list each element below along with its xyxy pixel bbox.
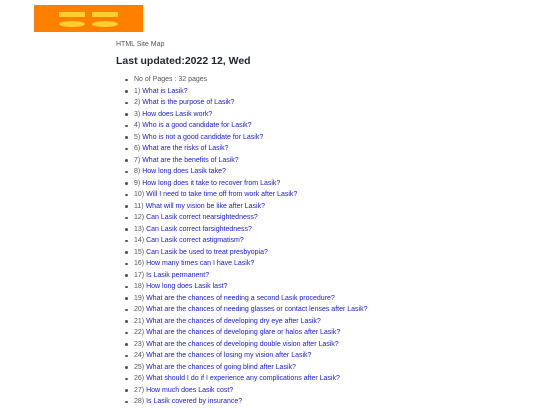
page-link[interactable]: What are the chances of needing glasses or contact lenses after Lasik? [146, 306, 368, 313]
sitemap-content [116, 36, 526, 408]
page-link[interactable]: How long does Lasik take? [142, 168, 226, 175]
page-link[interactable]: What are the chances of losing my vision after Lasik? [146, 352, 312, 359]
list-item [124, 178, 526, 190]
list-item [124, 316, 526, 328]
list-item [124, 247, 526, 259]
list-item [124, 327, 526, 339]
page-link[interactable]: How long does Lasik last? [146, 283, 228, 290]
list-item [124, 281, 526, 293]
page-link[interactable]: What are the chances of going blind after Lasik? [146, 363, 296, 371]
item-number: 4) [134, 122, 141, 129]
list-item [124, 212, 526, 224]
page-link[interactable]: Is Lasik permanent? [146, 271, 210, 279]
list-item [124, 155, 526, 167]
logo-shape [92, 21, 118, 27]
page-link[interactable]: Who is not a good candidate for Lasik? [142, 133, 264, 141]
page-link[interactable]: How long does it take to recover from Lasik? [142, 179, 281, 187]
item-number: 20) [134, 306, 145, 313]
list-item [124, 385, 526, 397]
item-number: 24) [134, 352, 145, 359]
item-number: 22) [134, 329, 145, 336]
list-item [124, 166, 526, 178]
list-item [124, 258, 526, 270]
page-link[interactable]: What are the risks of Lasik? [142, 145, 229, 152]
list-item [124, 189, 526, 201]
item-number: 27) [134, 386, 145, 394]
list-item [124, 350, 526, 362]
page-link[interactable]: What are the chances of developing glare or halos after Lasik? [146, 329, 341, 336]
item-number: 11) [134, 202, 144, 210]
page-link[interactable]: Will I need to take time off from work after Lasik? [146, 191, 298, 198]
list-item [124, 201, 526, 213]
page-link[interactable]: What will my vision be like after Lasik? [145, 202, 265, 210]
page-link[interactable]: How many times can I have Lasik? [146, 260, 255, 267]
list-item [124, 97, 526, 109]
list-item [124, 362, 526, 374]
list-item [124, 304, 526, 316]
item-number: 5) [134, 133, 141, 141]
page-link[interactable]: Who is a good candidate for Lasik? [142, 122, 252, 129]
item-number: 19) [134, 294, 145, 302]
item-number: 23) [134, 340, 145, 348]
item-number: 18) [134, 283, 145, 290]
item-number: 13) [134, 225, 145, 233]
page-link[interactable]: What are the chances of developing double vision after Lasik? [146, 340, 339, 348]
list-item [124, 224, 526, 236]
item-number: 12) [134, 214, 145, 221]
list-item [124, 339, 526, 351]
list-item [124, 143, 526, 155]
item-number: 14) [134, 237, 145, 244]
logo-shape [59, 12, 85, 17]
page-link[interactable]: Can Lasik be used to treat presbyopia? [146, 248, 268, 256]
item-number: 3) [134, 110, 141, 118]
page-link[interactable]: Can Lasik correct farsightedness? [146, 225, 252, 233]
item-number: 6) [134, 145, 141, 152]
item-number: 10) [134, 191, 145, 198]
page-count [124, 74, 526, 86]
page-link[interactable]: How much does Lasik cost? [146, 386, 234, 394]
site-logo[interactable] [34, 5, 143, 32]
item-number: 17) [134, 271, 145, 279]
last-updated-heading: Last updated:2022 12, Wed [116, 55, 251, 67]
page-count-text: No of Pages : 32 pages [134, 76, 208, 83]
logo-shape [59, 21, 85, 27]
page-link[interactable]: Can Lasik correct nearsightedness? [146, 214, 258, 221]
list-item [124, 109, 526, 121]
page-list [116, 74, 526, 408]
list-item [124, 396, 526, 408]
page-link[interactable]: What are the benefits of Lasik? [142, 156, 239, 164]
item-number: 1) [134, 87, 141, 95]
logo-shape [92, 12, 118, 17]
item-number: 9) [134, 179, 141, 187]
page-link[interactable]: What is Lasik? [142, 87, 188, 95]
page-link[interactable]: What is the purpose of Lasik? [142, 99, 235, 106]
page-link[interactable]: Is Lasik covered by insurance? [146, 398, 243, 405]
item-number: 28) [134, 398, 145, 405]
list-item [124, 293, 526, 305]
item-number: 2) [134, 99, 141, 106]
page-link[interactable]: Can Lasik correct astigmatism? [146, 237, 244, 244]
item-number: 25) [134, 363, 145, 371]
item-number: 15) [134, 248, 145, 256]
page-link[interactable]: What are the chances of needing a second Lasik procedure? [146, 294, 335, 302]
page-link[interactable]: What should I do if I experience any complications after Lasik? [146, 375, 340, 382]
list-item [124, 235, 526, 247]
list-item [124, 373, 526, 385]
list-item [124, 120, 526, 132]
list-item [124, 270, 526, 282]
item-number: 16) [134, 260, 145, 267]
item-number: 8) [134, 168, 141, 175]
page-link[interactable]: How does Lasik work? [142, 110, 213, 118]
list-item [124, 132, 526, 144]
page-link[interactable]: What are the chances of developing dry eye after Lasik? [146, 317, 321, 325]
item-number: 7) [134, 156, 141, 164]
page-kicker: HTML Site Map [116, 41, 165, 48]
item-number: 26) [134, 375, 145, 382]
item-number: 21) [134, 317, 145, 325]
list-item [124, 86, 526, 98]
